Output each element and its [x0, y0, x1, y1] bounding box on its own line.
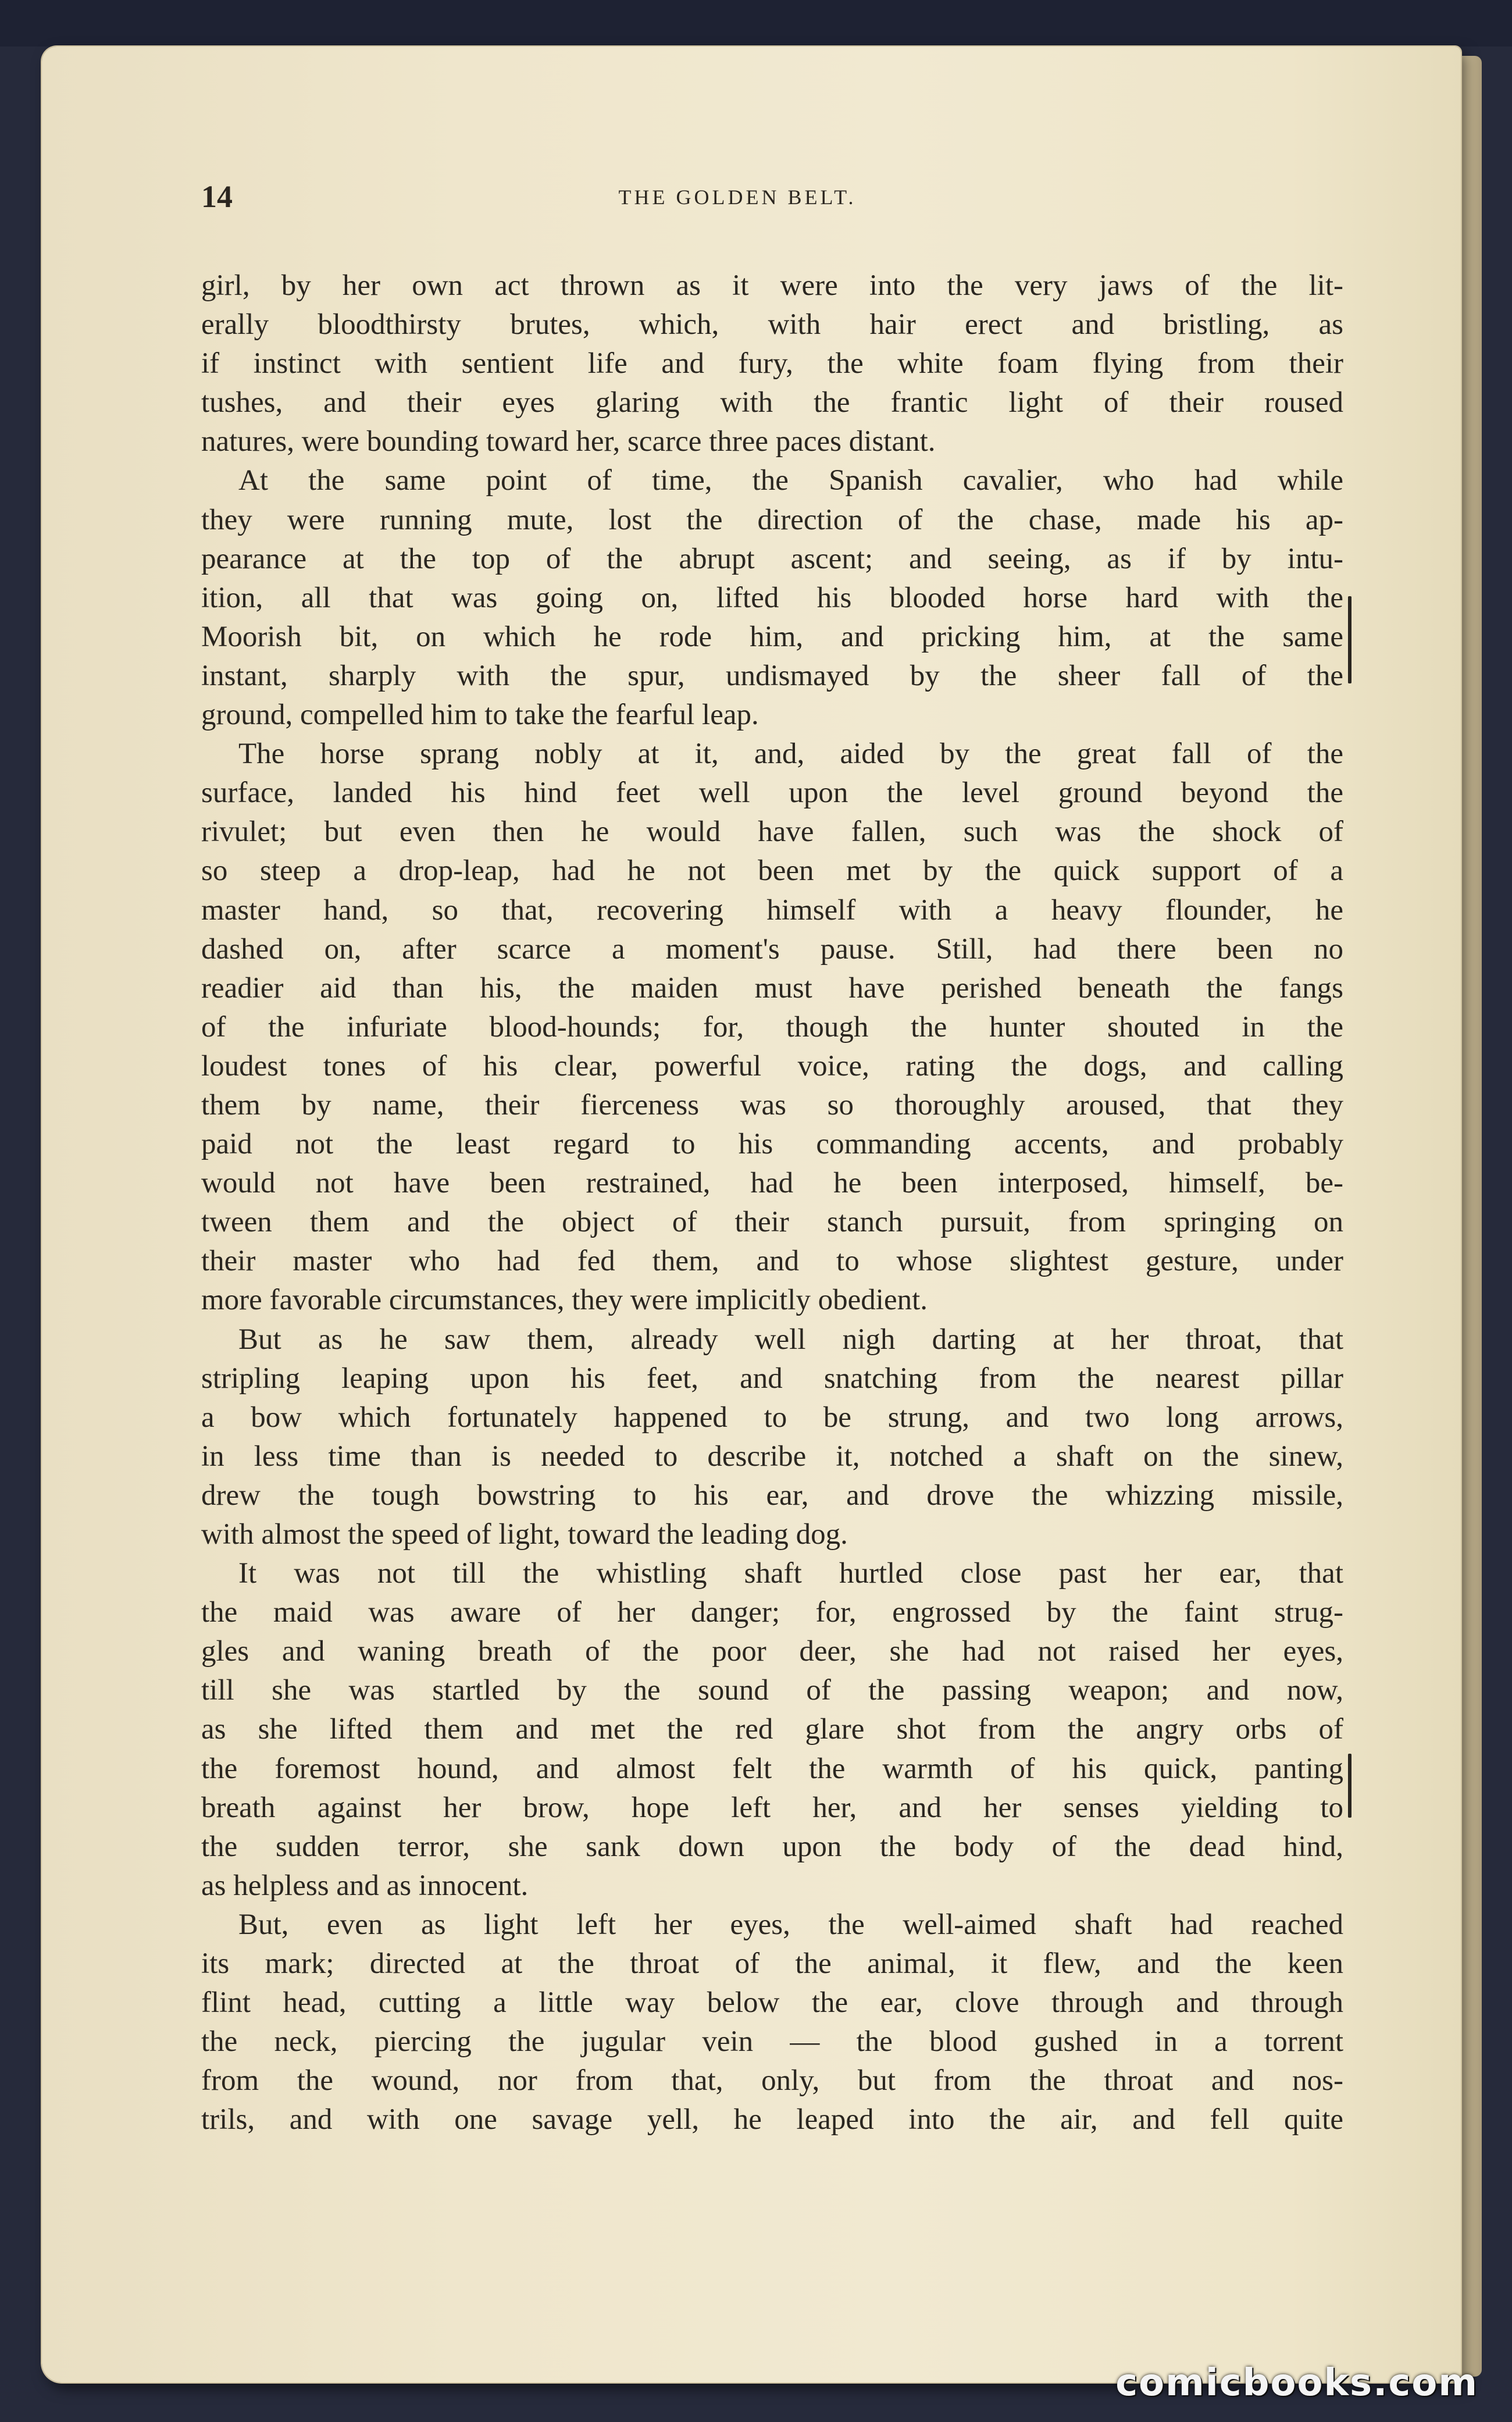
text-line: stripling leaping upon his feet, and snatching from the nearest pillar [201, 1362, 1343, 1395]
text-line: the neck, piercing the jugular vein — the blood gushed in a torrent [201, 2025, 1343, 2058]
text-line: ground, compelled him to take the fearful leap. [201, 699, 759, 732]
text-line: its mark; directed at the throat of the animal, it flew, and the keen [201, 1947, 1343, 1981]
text-line: paid not the least regard to his commanding accents, and probably [201, 1128, 1343, 1161]
text-line: At the same point of time, the Spanish cavalier, who had while [238, 464, 1343, 497]
text-line: from the wound, nor from that, only, but from the throat and nos- [201, 2064, 1343, 2097]
text-line: Moorish bit, on which he rode him, and pricking him, at the same [201, 620, 1343, 653]
text-line: a bow which fortunately happened to be strung, and two long arrows, [201, 1401, 1343, 1434]
text-line: the foremost hound, and almost felt the warmth of his quick, panting [201, 1752, 1343, 1785]
text-line: the sudden terror, she sank down upon the body of the dead hind, [201, 1830, 1343, 1863]
text-line: master hand, so that, recovering himself with a heavy flounder, he [201, 893, 1343, 927]
text-line: of the infuriate blood-hounds; for, though the hunter shouted in the [201, 1010, 1343, 1043]
text-line: rivulet; but even then he would have fallen, such was the shock of [201, 815, 1343, 849]
text-line: more favorable circumstances, they were implicitly obedient. [201, 1284, 928, 1317]
text-line: pearance at the top of the abrupt ascent; and seeing, as if by intu- [201, 542, 1343, 575]
text-line: as helpless and as innocent. [201, 1869, 529, 1902]
text-line: gles and waning breath of the poor deer, she had not raised her eyes, [201, 1635, 1343, 1668]
text-line: would not have been restrained, had he been interposed, himself, be- [201, 1167, 1343, 1200]
text-line: readier aid than his, the maiden must have perished beneath the fangs [201, 971, 1343, 1005]
text-line: as she lifted them and met the red glare shot from the angry orbs of [201, 1713, 1343, 1746]
text-line: breath against her brow, hope left her, and her senses yielding to [201, 1791, 1343, 1824]
margin-bracket-mark [1348, 596, 1351, 683]
text-line: erally bloodthirsty brutes, which, with hair erect and bristling, as [201, 308, 1343, 341]
text-line: dashed on, after scarce a moment's pause. Still, had there been no [201, 932, 1343, 966]
text-line: so steep a drop-leap, had he not been met by the quick support of a [201, 854, 1343, 888]
text-line: girl, by her own act thrown as it were into the very jaws of the lit- [201, 269, 1343, 302]
text-line: trils, and with one savage yell, he leaped into the air, and fell quite [201, 2103, 1343, 2136]
text-line: surface, landed his hind feet well upon the level ground beyond the [201, 777, 1343, 810]
text-line: But, even as light left her eyes, the well-aimed shaft had reached [238, 1908, 1343, 1941]
text-line: loudest tones of his clear, powerful voice, rating the dogs, and calling [201, 1049, 1343, 1082]
text-line: flint head, cutting a little way below the ear, clove through and through [201, 1986, 1343, 2019]
text-line: with almost the speed of light, toward the leading dog. [201, 1518, 848, 1551]
page-header [201, 179, 1343, 214]
text-line: if instinct with sentient life and fury, the white foam flying from their [201, 347, 1343, 380]
text-line: drew the tough bowstring to his ear, and drove the whizzing missile, [201, 1479, 1343, 1512]
dark-background [0, 0, 1512, 47]
text-line: instant, sharply with the spur, undismayed by the sheer fall of the [201, 659, 1343, 692]
text-line: The horse sprang nobly at it, and, aided by the great fall of the [238, 738, 1343, 771]
text-line: ition, all that was going on, lifted his blooded horse hard with the [201, 581, 1343, 614]
text-line: But as he saw them, already well nigh darting at her throat, that [238, 1323, 1343, 1356]
watermark-logo: comicbooks.com [1115, 2362, 1478, 2405]
text-line: in less time than is needed to describe it, notched a shaft on the sinew, [201, 1440, 1343, 1473]
text-line: tushes, and their eyes glaring with the frantic light of their roused [201, 386, 1343, 419]
running-head: THE GOLDEN BELT. [618, 186, 857, 209]
text-line: them by name, their fierceness was so thoroughly aroused, that they [201, 1088, 1343, 1121]
text-line: tween them and the object of their stanch pursuit, from springing on [201, 1206, 1343, 1239]
text-line: natures, were bounding toward her, scarce three paces distant. [201, 425, 936, 458]
text-line: till she was startled by the sound of the passing weapon; and now, [201, 1674, 1343, 1707]
page-number: 14 [201, 179, 233, 214]
margin-bracket-mark [1348, 1754, 1351, 1818]
text-line: It was not till the whistling shaft hurtled close past her ear, that [238, 1557, 1343, 1590]
text-line: the maid was aware of her danger; for, engrossed by the faint strug- [201, 1596, 1343, 1629]
body-text [201, 266, 1343, 2140]
text-line: their master who had fed them, and to whose slightest gesture, under [201, 1245, 1343, 1278]
text-line: they were running mute, lost the direction of the chase, made his ap- [201, 503, 1343, 536]
